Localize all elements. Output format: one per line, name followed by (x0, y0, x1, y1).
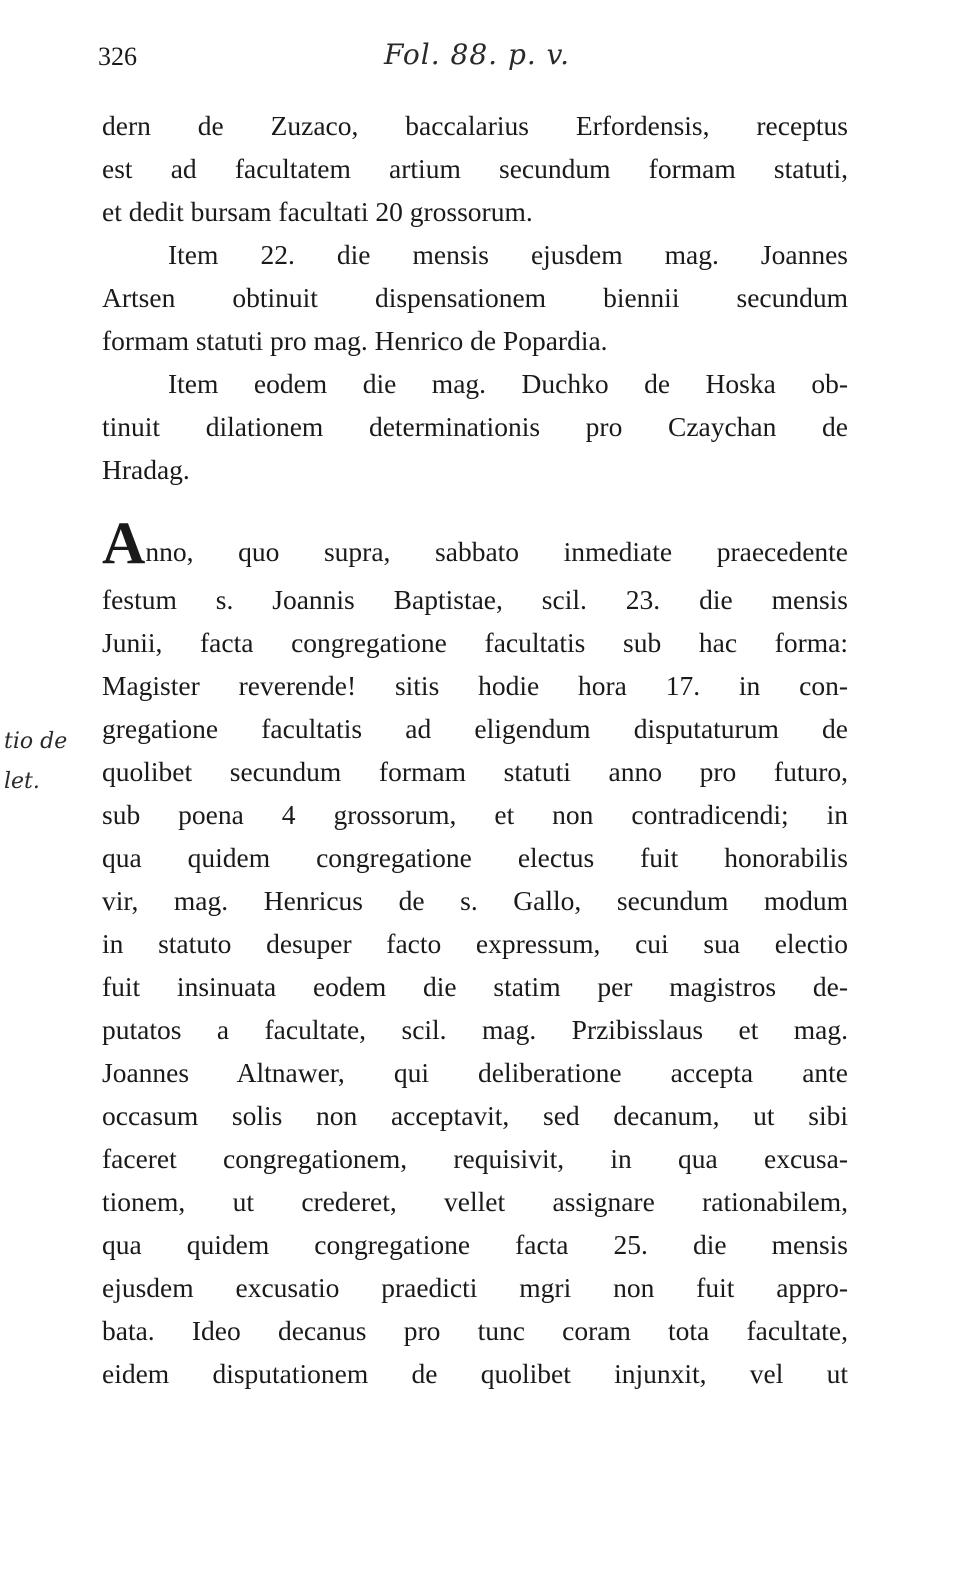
text-line: dern de Zuzaco, baccalarius Erfordensis, receptus (102, 110, 848, 141)
paragraph-1 (102, 104, 848, 491)
text-line: tinuit dilationem determinationis pro Czaychan de (102, 411, 848, 442)
first-line-text: nno, quo supra, sabbato inmediate praecedente (145, 536, 848, 567)
text-line: est ad facultatem artium secundum formam statuti, (102, 153, 848, 184)
text-line-first (102, 510, 848, 578)
text-line: ejusdem excusatio praedicti mgri non fuit appro- (102, 1272, 848, 1303)
margin-annotation (4, 722, 67, 802)
page-header (98, 38, 858, 78)
text-line: et dedit bursam facultati 20 grossorum. (102, 196, 533, 227)
text-line: quolibet secundum formam statuti anno pro futuro, (102, 756, 848, 787)
text-line: in statuto desuper facto expressum, cui sua electio (102, 928, 848, 959)
text-line: Item 22. die mensis ejusdem mag. Joannes (168, 239, 848, 270)
margin-annotation-line: tio de (4, 729, 68, 754)
text-line: qua quidem congregatione facta 25. die mensis (102, 1229, 848, 1260)
text-line: fuit insinuata eodem die statim per magistros de- (102, 971, 848, 1002)
text-line: gregatione facultatis ad eligendum disputaturum de (102, 713, 848, 744)
text-line: Magister reverende! sitis hodie hora 17. in con- (102, 670, 848, 701)
text-line: sub poena 4 grossorum, et non contradicendi; in (102, 799, 848, 830)
text-line: Joannes Altnawer, qui deliberatione accepta ante (102, 1057, 848, 1088)
text-line: festum s. Joannis Baptistae, scil. 23. die mensis (102, 584, 848, 615)
paragraph-2 (102, 510, 848, 1395)
text-line: tionem, ut crederet, vellet assignare rationabilem, (102, 1186, 848, 1217)
text-line: vir, mag. Henricus de s. Gallo, secundum modum (102, 885, 848, 916)
text-line: Junii, facta congregatione facultatis sub hac forma: (102, 627, 848, 658)
handwritten-folio-note: Fol. 88. p. v. (384, 38, 571, 71)
margin-annotation-line: let. (4, 769, 40, 794)
text-line: formam statuti pro mag. Henrico de Popardia. (102, 325, 608, 356)
page-number: 326 (98, 42, 137, 71)
text-line: Hradag. (102, 454, 190, 485)
text-line: faceret congregationem, requisivit, in qua excusa- (102, 1143, 848, 1174)
text-line: putatos a facultate, scil. mag. Przibisslaus et mag. (102, 1014, 848, 1045)
text-line: occasum solis non acceptavit, sed decanum, ut sibi (102, 1100, 848, 1131)
text-line: Item eodem die mag. Duchko de Hoska ob- (168, 368, 848, 399)
drop-cap: A (102, 510, 146, 576)
text-line: qua quidem congregatione electus fuit honorabilis (102, 842, 848, 873)
text-line: Artsen obtinuit dispensationem biennii secundum (102, 282, 848, 313)
text-line: eidem disputationem de quolibet injunxit, vel ut (102, 1358, 848, 1389)
text-line: bata. Ideo decanus pro tunc coram tota facultate, (102, 1315, 848, 1346)
